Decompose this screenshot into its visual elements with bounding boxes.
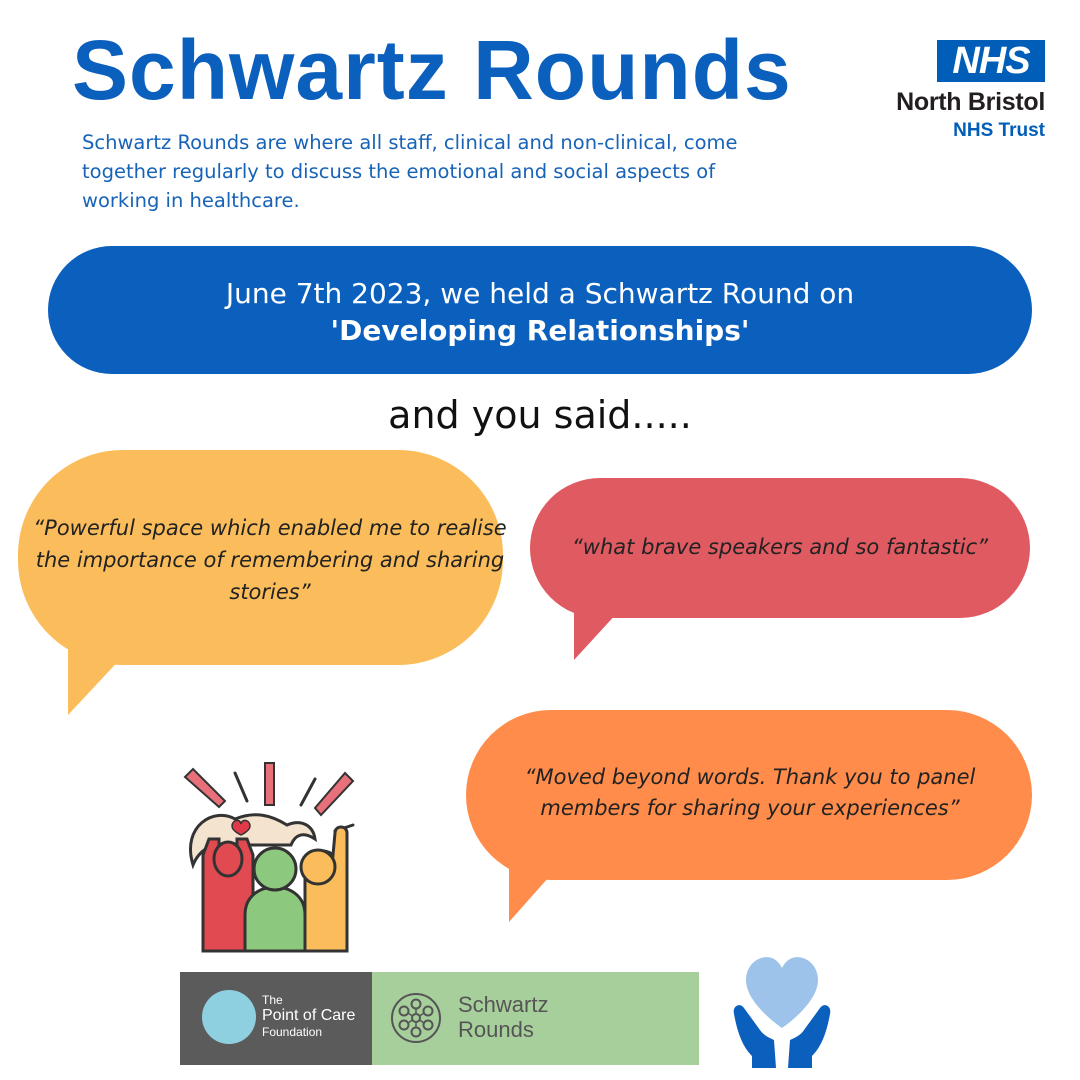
rounds-word: Rounds xyxy=(458,1017,534,1042)
speech-bubble-yellow-tail xyxy=(68,640,138,715)
cheering-people-icon xyxy=(175,755,365,955)
event-banner xyxy=(48,246,1032,374)
banner-topic: 'Developing Relationships' xyxy=(330,314,750,347)
page-title: Schwartz Rounds xyxy=(72,23,792,117)
quote-3: “Moved beyond words. Thank you to panel members for sharing your experiences” xyxy=(524,765,976,820)
nhs-logo xyxy=(860,40,1045,145)
subheading: and you said..... xyxy=(388,393,692,437)
speech-bubble-red-tail xyxy=(574,600,629,660)
banner-date-line: June 7th 2023, we held a Schwartz Round on xyxy=(225,277,855,310)
poc-the: The xyxy=(262,993,283,1007)
quote-2: “what brave speakers and so fantastic” xyxy=(571,535,989,559)
schwartz-rounds-logo xyxy=(372,972,699,1065)
nhs-badge: NHS xyxy=(937,40,1045,82)
partner-logos xyxy=(180,972,699,1065)
quote-1: “Powerful space which enabled me to realise the importance of remembering and sharing stories” xyxy=(33,516,507,604)
schwartz-rounds-network-icon xyxy=(390,992,442,1044)
schwartz-word: Schwartz xyxy=(458,992,549,1017)
speech-bubble-orange-tail xyxy=(509,860,564,922)
intro-text: Schwartz Rounds are where all staff, clinical and non-clinical, come together regularly to discuss the emotional and social aspects of working in healthcare. xyxy=(82,131,738,212)
heart-hands-icon xyxy=(730,950,834,1070)
poc-name: Point of Care xyxy=(262,1007,356,1024)
point-of-care-logo xyxy=(180,972,372,1065)
nhs-trust-label: NHS Trust xyxy=(953,120,1045,141)
nhs-org-name: North Bristol xyxy=(896,88,1045,116)
point-of-care-circle-icon xyxy=(202,990,256,1044)
schwartz-rounds-wordmark xyxy=(458,992,548,1042)
poc-foundation: Foundation xyxy=(262,1025,323,1039)
